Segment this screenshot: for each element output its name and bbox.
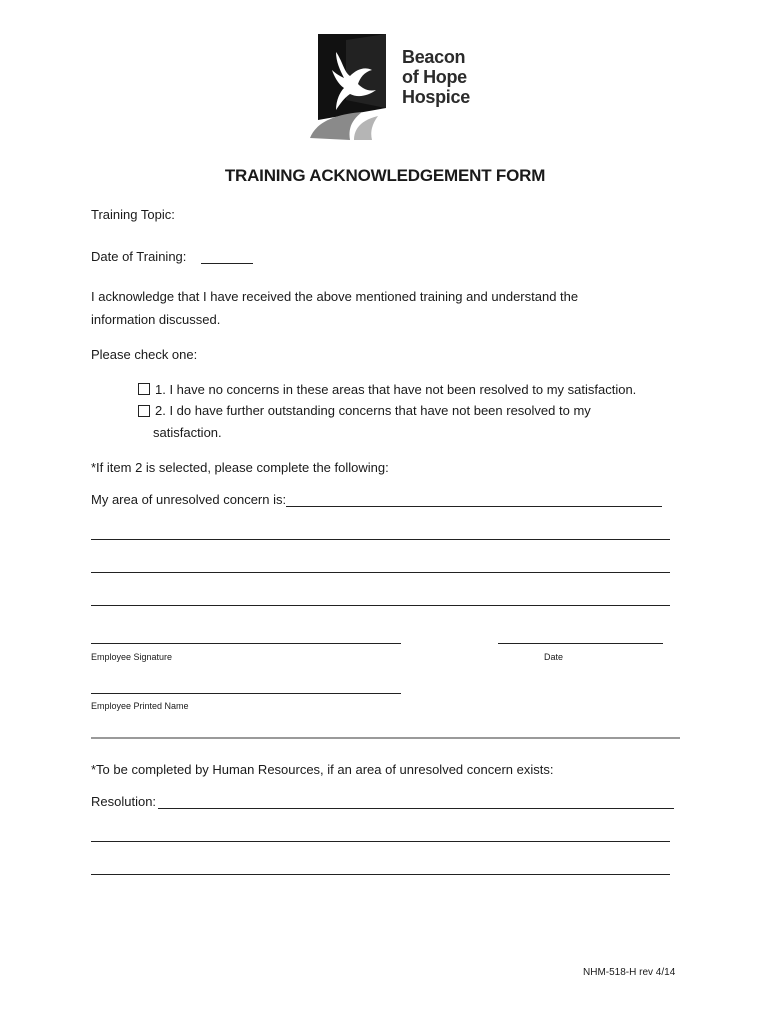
hr-note: *To be completed by Human Resources, if an area of unresolved concern exists:: [91, 762, 554, 777]
concern-line-4[interactable]: [91, 605, 670, 606]
option2-checkbox[interactable]: [138, 405, 150, 417]
option1-checkbox[interactable]: [138, 383, 150, 395]
acknowledge-text-line2: information discussed.: [91, 312, 221, 327]
page-title: TRAINING ACKNOWLEDGEMENT FORM: [224, 166, 546, 185]
resolution-field[interactable]: [158, 808, 674, 809]
option2-label-line1: 2. I do have further outstanding concerns that have not been resolved to my: [155, 403, 591, 418]
concern-line-3[interactable]: [91, 572, 670, 573]
option1-label: 1. I have no concerns in these areas that have not been resolved to my satisfaction.: [155, 382, 637, 397]
training-topic-label: Training Topic:: [91, 207, 175, 222]
logo-text-line3: Hospice: [402, 87, 470, 107]
option2-label-line2: satisfaction.: [153, 425, 222, 440]
resolution-line-2[interactable]: [91, 841, 670, 842]
check-prompt: Please check one:: [91, 347, 198, 362]
logo: [306, 30, 476, 142]
employee-printed-name-field[interactable]: [91, 693, 401, 694]
date-of-training-field[interactable]: [201, 263, 253, 264]
section-divider: [91, 737, 680, 739]
concern-label: My area of unresolved concern is:: [91, 492, 287, 507]
signature-date-field[interactable]: [498, 643, 663, 644]
dove-logo-icon: [306, 30, 396, 142]
date-of-training-label: Date of Training:: [91, 249, 187, 264]
employee-signature-label: Employee Signature: [91, 652, 173, 662]
logo-text-line2: of Hope: [402, 67, 467, 87]
employee-printed-name-label: Employee Printed Name: [91, 701, 189, 711]
acknowledge-text-line1: I acknowledge that I have received the above mentioned training and understand the: [91, 289, 579, 304]
concern-field[interactable]: [286, 506, 662, 507]
resolution-line-3[interactable]: [91, 874, 670, 875]
logo-text-line1: Beacon: [402, 47, 466, 67]
resolution-label: Resolution:: [91, 794, 157, 809]
signature-date-label: Date: [544, 652, 564, 662]
form-code: NHM-518-H rev 4/14: [583, 967, 676, 978]
if-item2-instruction: *If item 2 is selected, please complete the following:: [91, 460, 389, 475]
concern-line-2[interactable]: [91, 539, 670, 540]
employee-signature-field[interactable]: [91, 643, 401, 644]
